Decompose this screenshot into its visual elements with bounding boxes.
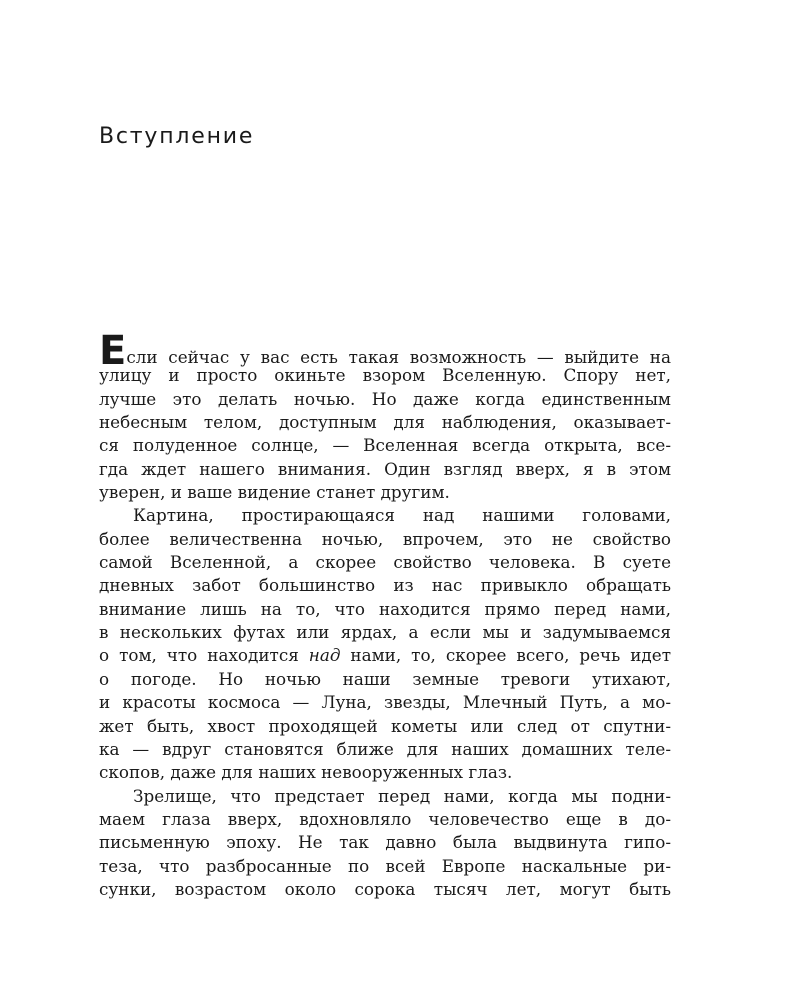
emphasis: над [308,645,341,666]
text-line: ся полуденное солнце, — Вселенная всегда открыта, все- [99,435,671,456]
text-line: сунки, возрастом около сорока тысяч лет, могут быть [99,878,671,899]
text-line: лучше это делать ночью. Но даже когда единственным [99,388,671,409]
text-line: о погоде. Но ночью наши земные тревоги утихают, [99,668,671,689]
text-line: Зрелище, что предстает перед нами, когда мы подни- [133,785,671,806]
text-line: письменную эпоху. Не так давно была выдвинута гипо- [99,832,671,853]
text-line: улицу и просто окиньте взором Вселенную. Спору нет, [99,365,671,386]
body-text [99,328,671,901]
text-line: дневных забот большинство из нас привыкло обращать [99,575,671,596]
chapter-title: Вступление [99,124,255,149]
text-line: Если сейчас у вас есть такая возможность — выйдите на [99,328,671,374]
text-line: гда ждет нашего внимания. Один взгляд вверх, я в этом [99,458,671,479]
text-line: небесным телом, доступным для наблюдения, оказывает- [99,412,671,433]
text-line: уверен, и ваше видение станет другим. [99,482,450,503]
text-line: в нескольких футах или ярдах, а если мы и задумываемся [99,622,671,643]
text-line: Картина, простирающаяся над нашими головами, [133,505,671,526]
text-line: жет быть, хвост проходящей кометы или след от спутни- [99,715,671,736]
text-line: скопов, даже для наших невооруженных глаз. [99,762,513,783]
text-line: о том, что находится над нами, то, скорее всего, речь идет [99,645,671,666]
text-line: теза, что разбросанные по всей Европе наскальные ри- [99,855,671,876]
text-line: ка — вдруг становятся ближе для наших домашних теле- [99,738,671,759]
text-line: более величественна ночью, впрочем, это не свойство [99,528,671,549]
text-line: маем глаза вверх, вдохновляло человечество еще в до- [99,808,671,829]
text-line: внимание лишь на то, что находится прямо перед нами, [99,598,671,619]
text-line: самой Вселенной, а скорее свойство человека. В суете [99,552,671,573]
drop-cap: Е [99,328,127,374]
text-line: и красоты космоса — Луна, звезды, Млечный Путь, а мо- [99,692,671,713]
